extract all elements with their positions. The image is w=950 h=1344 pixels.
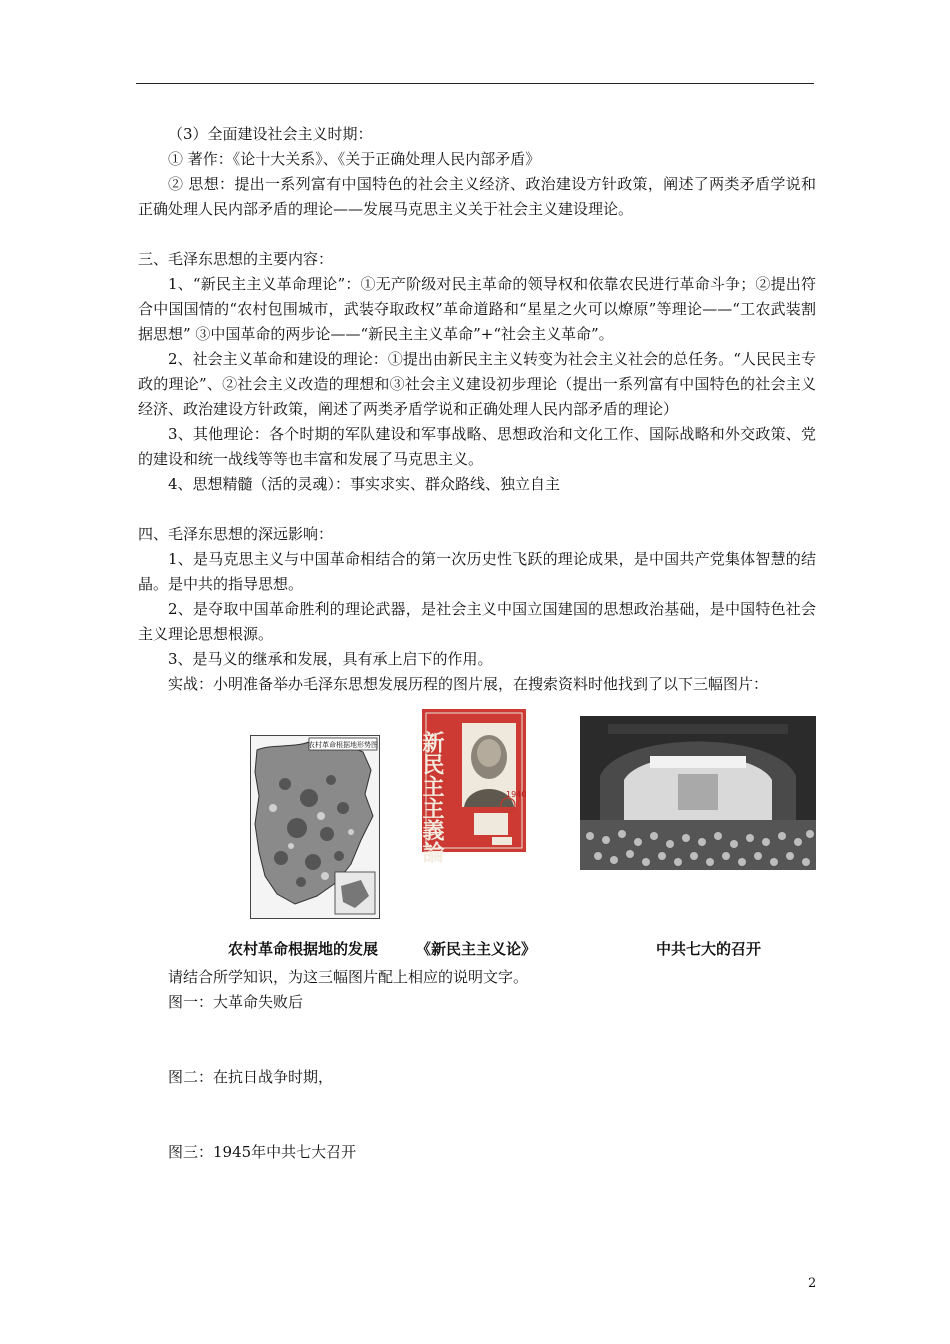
period-thought: ② 思想：提出一系列富有中国特色的社会主义经济、政治建设方针政策，阐述了两类矛盾学说和正确处理人民内部矛盾的理论——发展马克思主义关于社会主义建设理论。 — [138, 175, 816, 218]
caption-figure-2: 《新民主主义论》 — [416, 940, 537, 958]
practice-prompt: 实战：小明准备举办毛泽东思想发展历程的图片展，在搜索资料时他找到了以下三幅图片： — [168, 675, 769, 693]
period-title: （3）全面建设社会主义时期： — [168, 125, 373, 143]
answer-figure-3: 图三：1945年中共七大召开 — [168, 1143, 357, 1161]
content-item-3: 3、其他理论：各个时期的军队建设和军事战略、思想政治和文化工作、国际战略和外交政策、党的建设和统一战线等等也丰富和发展了马克思主义。 — [138, 425, 816, 468]
document-body — [138, 122, 816, 1165]
seventh-congress-photo — [580, 716, 816, 870]
content-item-1: 1、“新民主主义革命理论”：①无产阶级对民主革命的领导权和依靠农民进行革命斗争；②提出符合中国国情的“农村包围城市，武装夺取政权”革命道路和“星星之火可以燎原”等理论——“工农武装割据思想” ③中国革命的两步论——“新民主主义革命”+“社会主义革命”。 — [138, 275, 816, 343]
page-number: 2 — [808, 1276, 817, 1291]
base-area-map-image — [250, 735, 380, 919]
period-works: ① 著作：《论十大关系》、《关于正确处理人民内部矛盾》 — [168, 150, 541, 168]
question-prompt: 请结合所学知识，为这三幅图片配上相应的说明文字。 — [168, 968, 529, 986]
content-item-4: 4、思想精髓（活的灵魂）：事实求实、群众路线、独立自主 — [168, 475, 561, 493]
section-three-heading: 三、毛泽东思想的主要内容： — [138, 250, 334, 268]
content-item-2: 2、社会主义革命和建设的理论：①提出由新民主主义转变为社会主义社会的总任务。“人民民主专政的理论”、②社会主义改造的理想和③社会主义建设初步理论（提出一系列富有中国特色的社会主义经济、政治建设方针政策，阐述了两类矛盾学说和正确处理人民内部矛盾的理论） — [138, 350, 816, 418]
answer-figure-2: 图二：在抗日战争时期， — [168, 1068, 334, 1086]
book-cover-image — [419, 709, 527, 863]
book-title: 新民主主義論 — [419, 731, 445, 863]
influence-item-2: 2、是夺取中国革命胜利的理论武器，是社会主义中国立国建国的思想政治基础，是中国特色社会主义理论思想根源。 — [138, 600, 816, 643]
map-title: 农村革命根据地形势图 — [308, 741, 378, 749]
book-year: 1940 — [506, 790, 527, 799]
caption-figure-3: 中共七大的召开 — [656, 940, 762, 958]
figure-captions — [138, 937, 816, 965]
caption-figure-1: 农村革命根据地的发展 — [228, 940, 379, 958]
influence-item-3: 3、是马义的继承和发展，具有承上启下的作用。 — [168, 650, 493, 668]
section-four-heading: 四、毛泽东思想的深远影响： — [138, 525, 334, 543]
figure-row — [138, 705, 816, 937]
header-rule — [136, 83, 814, 84]
influence-item-1: 1、是马克思主义与中国革命相结合的第一次历史性飞跃的理论成果，是中国共产党集体智慧的结晶。是中共的指导思想。 — [138, 550, 816, 593]
answer-figure-1: 图一：大革命失败后 — [168, 993, 304, 1011]
